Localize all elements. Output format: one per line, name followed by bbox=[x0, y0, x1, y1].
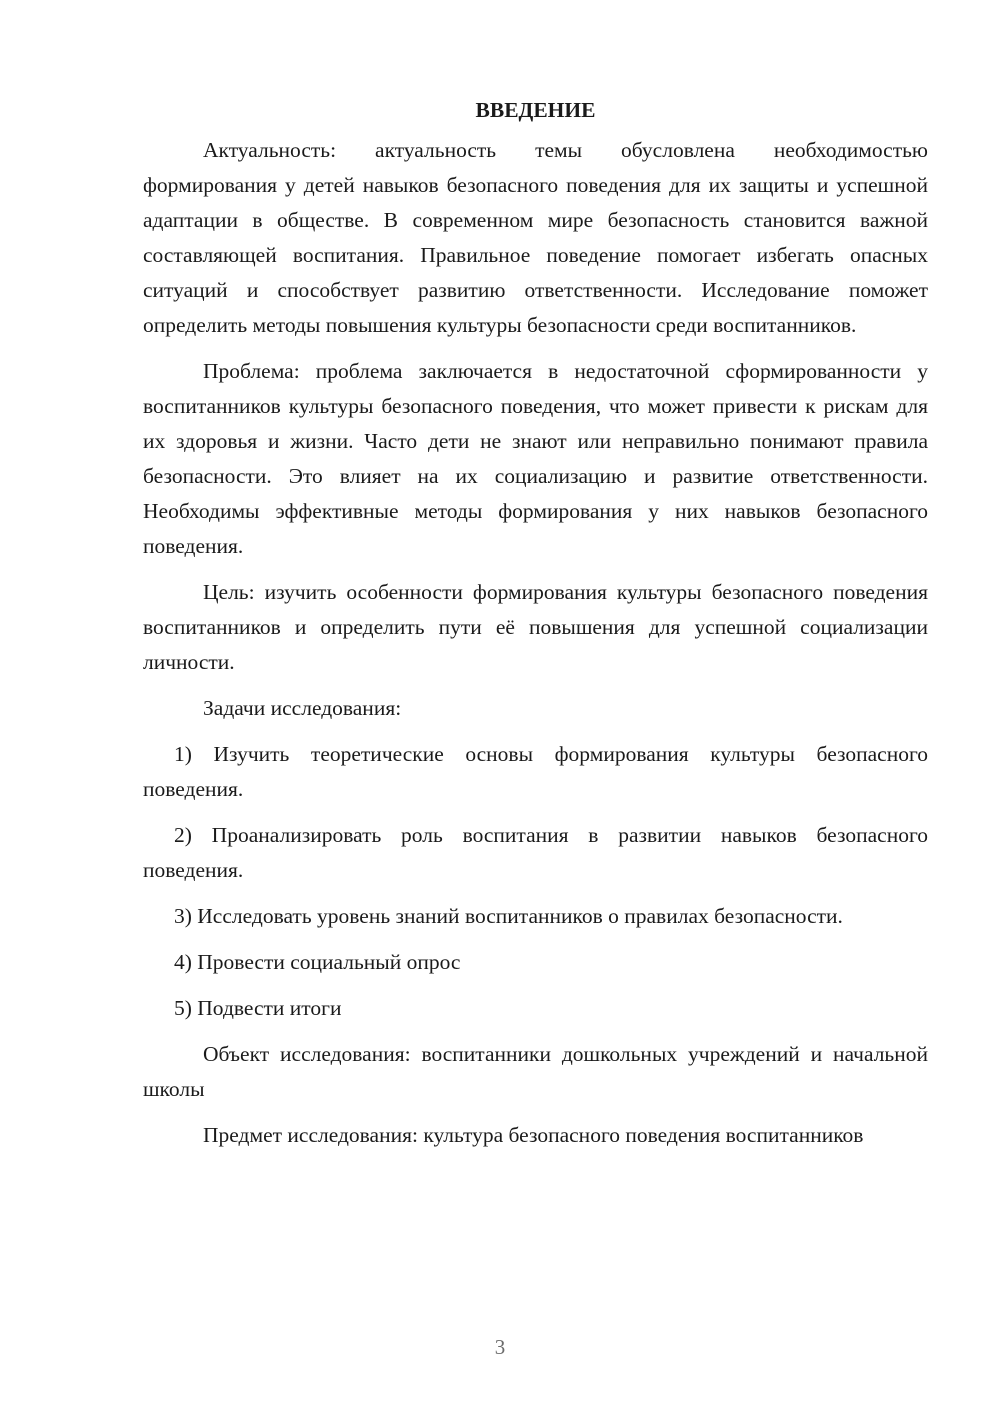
section-title: ВВЕДЕНИЕ bbox=[475, 98, 596, 122]
task-item-5: 5) Подвести итоги bbox=[174, 996, 342, 1020]
goal-paragraph: Цель: изучить особенности формирования культуры безопасного поведения воспитанников и определить пути её повышения для успешной социализации личности. bbox=[143, 580, 928, 674]
tasks-heading: Задачи исследования: bbox=[203, 696, 402, 720]
task-item-1: 1) Изучить теоретические основы формирования культуры безопасного поведения. bbox=[143, 742, 928, 801]
relevance-paragraph: Актуальность: актуальность темы обусловлена необходимостью формирования у детей навыков безопасного поведения для их защиты и успешной адаптации в обществе. В современном мире безопасность становится важной составляющей воспитания. Правильное поведение помогает избегать опасных ситуаций и способствует развитию ответственности. Исследование поможет определить методы повышения культуры безопасности среди воспитанников. bbox=[143, 138, 928, 337]
task-item-2: 2) Проанализировать роль воспитания в развитии навыков безопасного поведения. bbox=[143, 823, 928, 882]
page-number: 3 bbox=[494, 1335, 506, 1359]
research-subject-paragraph: Предмет исследования: культура безопасного поведения воспитанников bbox=[203, 1123, 864, 1147]
task-item-3: 3) Исследовать уровень знаний воспитанников о правилах безопасности. bbox=[174, 904, 843, 928]
task-item-4: 4) Провести социальный опрос bbox=[174, 950, 461, 974]
problem-paragraph: Проблема: проблема заключается в недостаточной сформированности у воспитанников культуры безопасного поведения, что может привести к рискам для их здоровья и жизни. Часто дети не знают или неправильно понимают правила безопасности. Это влияет на их социализацию и развитие ответственности. Необходимы эффективные методы формирования у них навыков безопасного поведения. bbox=[143, 359, 928, 558]
page-content bbox=[143, 98, 928, 1164]
research-object-paragraph: Объект исследования: воспитанники дошкольных учреждений и начальной школы bbox=[143, 1042, 928, 1101]
